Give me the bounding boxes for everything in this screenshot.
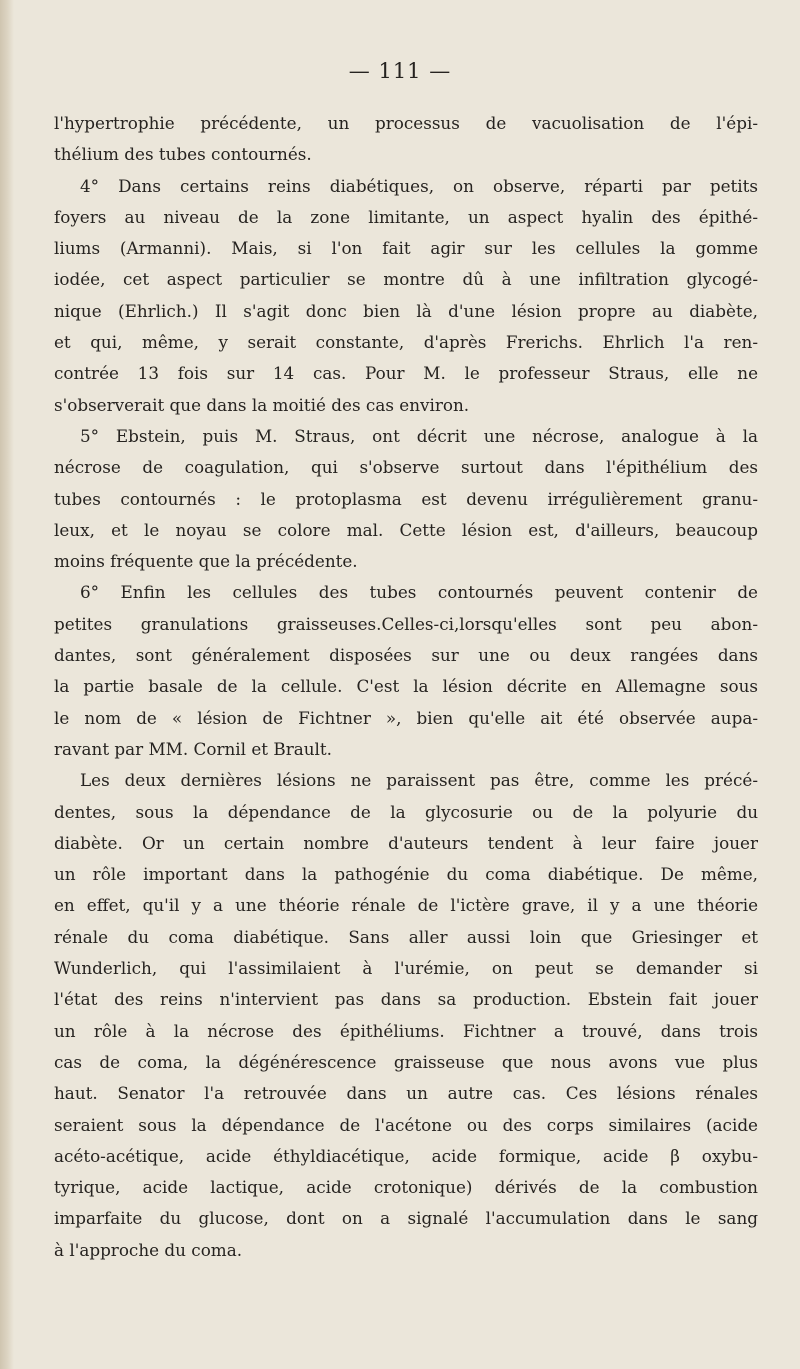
body-text xyxy=(54,108,758,1266)
text-line: nique (Ehrlich.) Il s'agit donc bien là d'une lésion propre au diabète, xyxy=(54,300,758,321)
text-line: dantes, sont généralement disposées sur une ou deux rangées dans xyxy=(54,645,758,666)
text-line: en effet, qu'il y a une théorie rénale de l'ictère grave, il y a une théorie xyxy=(54,895,758,916)
text-line: petites granulations graisseuses.Celles-ci,lorsqu'elles sont peu abon- xyxy=(54,613,758,634)
text-line: un rôle important dans la pathogénie du coma diabétique. De même, xyxy=(54,864,758,885)
text-line: moins fréquente que la précédente. xyxy=(54,551,358,572)
text-line: le nom de « lésion de Fichtner », bien qu'elle ait été observée aupa- xyxy=(54,707,758,728)
text-line: un rôle à la nécrose des épithéliums. Fichtner a trouvé, dans trois xyxy=(54,1020,758,1041)
page-binding-edge xyxy=(0,0,14,1369)
text-line: acéto-acétique, acide éthyldiacétique, acide formique, acide β oxybu- xyxy=(54,1145,758,1166)
text-line: tyrique, acide lactique, acide crotonique) dérivés de la combustion xyxy=(54,1177,758,1198)
text-line: Wunderlich, qui l'assimilaient à l'urémie, on peut se demander si xyxy=(54,958,758,979)
text-line: 5° Ebstein, puis M. Straus, ont décrit une nécrose, analogue à la xyxy=(80,425,758,446)
text-line: contrée 13 fois sur 14 cas. Pour M. le professeur Straus, elle ne xyxy=(54,363,758,384)
text-line: imparfaite du glucose, dont on a signalé l'accumulation dans le sang xyxy=(54,1208,758,1229)
text-line: Les deux dernières lésions ne paraissent pas être, comme les précé- xyxy=(80,770,758,791)
text-line: tubes contournés : le protoplasma est devenu irrégulièrement granu- xyxy=(54,488,758,509)
text-line: thélium des tubes contournés. xyxy=(54,144,312,165)
text-line: liums (Armanni). Mais, si l'on fait agir sur les cellules la gomme xyxy=(54,238,758,259)
text-line: nécrose de coagulation, qui s'observe surtout dans l'épithélium des xyxy=(54,457,758,478)
page-number: — 111 — xyxy=(348,59,452,83)
text-line: leux, et le noyau se colore mal. Cette lésion est, d'ailleurs, beaucoup xyxy=(54,519,758,540)
text-line: 6° Enfin les cellules des tubes contournés peuvent contenir de xyxy=(80,582,758,603)
text-line: foyers au niveau de la zone limitante, un aspect hyalin des épithé- xyxy=(54,206,758,227)
text-line: seraient sous la dépendance de l'acétone ou des corps similaires (acide xyxy=(54,1114,758,1135)
text-line: l'hypertrophie précédente, un processus de vacuolisation de l'épi- xyxy=(54,113,758,133)
text-line: la partie basale de la cellule. C'est la lésion décrite en Allemagne sous xyxy=(54,676,758,697)
text-line: diabète. Or un certain nombre d'auteurs tendent à leur faire jouer xyxy=(54,832,758,853)
text-line: l'état des reins n'intervient pas dans sa production. Ebstein fait jouer xyxy=(54,989,758,1010)
text-line: à l'approche du coma. xyxy=(54,1239,243,1260)
text-line: 4° Dans certains reins diabétiques, on observe, réparti par petits xyxy=(80,175,758,196)
text-line: haut. Senator l'a retrouvée dans un autre cas. Ces lésions rénales xyxy=(54,1083,758,1104)
text-line: iodée, cet aspect particulier se montre dû à une infiltration glycogé- xyxy=(54,269,758,290)
text-line: cas de coma, la dégénérescence graisseuse que nous avons vue plus xyxy=(54,1051,758,1072)
text-line: dentes, sous la dépendance de la glycosurie ou de la polyurie du xyxy=(54,801,758,822)
text-line: ravant par MM. Cornil et Brault. xyxy=(54,738,332,759)
text-line: et qui, même, y serait constante, d'après Frerichs. Ehrlich l'a ren- xyxy=(54,332,758,353)
text-line: rénale du coma diabétique. Sans aller aussi loin que Griesinger et xyxy=(54,926,758,947)
text-line: s'observerait que dans la moitié des cas environ. xyxy=(54,394,470,415)
